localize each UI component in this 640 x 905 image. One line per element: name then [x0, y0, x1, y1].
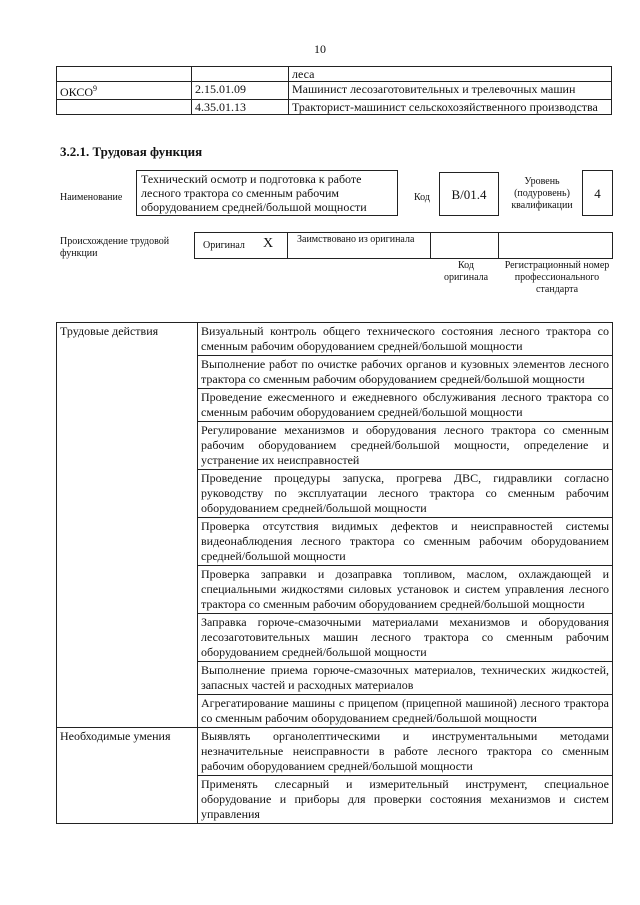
level-label: Уровень (подуровень) квалификации [511, 176, 573, 211]
okso-table [56, 66, 612, 115]
code-original-label: Код оригинала [443, 260, 489, 283]
okso-code-cell: 2.15.01.09 [192, 82, 289, 100]
okso-cell [57, 67, 192, 82]
list-item: Выявлять органолептическими и инструментальными методами незначительные неисправности в работе лесного трактора со сменным рабочим оборудованием средней/большой мощности [198, 728, 613, 776]
function-code: B/01.4 [451, 187, 487, 202]
origin-divider [287, 232, 288, 259]
list-item: Регулирование механизмов и оборудования лесного трактора со сменным рабочим оборудованием средней/большой мощности, определение и устранение их неисправностей [198, 422, 613, 470]
required-skills-label: Необходимые умения [57, 728, 198, 824]
list-item: Проведение процедуры запуска, прогрева ДВС, гидравлики согласно руководству по эксплуатации лесного трактора со сменным рабочим оборудованием средней/большой мощности [198, 470, 613, 518]
name-label: Наименование [60, 192, 123, 203]
function-name: Технический осмотр и подготовка к работе лесного трактора со сменным рабочим оборудованием средней/большой мощности [141, 172, 367, 214]
okso-cell [57, 100, 192, 115]
origin-divider [430, 232, 431, 259]
labor-actions-label: Трудовые действия [57, 323, 198, 728]
code-label: Код [414, 192, 430, 203]
okso-name-cell: Тракторист-машинист сельскохозяйственного производства [289, 100, 612, 115]
origin-divider [498, 232, 499, 259]
okso-label: ОКСО [60, 85, 94, 99]
level-box [582, 170, 613, 216]
okso-label-cell [57, 82, 192, 100]
list-item: Проведение ежесменного и ежедневного обслуживания лесного трактора со сменным рабочим оборудованием средней/большой мощности [198, 389, 613, 422]
list-item: Проверка заправки и дозаправка топливом, маслом, охлаждающей и специальными жидкостями силовых установок и систем управления лесного трактора со сменным рабочим оборудованием средней/большой мощности [198, 566, 613, 614]
table-row [57, 82, 612, 100]
list-item: Проверка отсутствия видимых дефектов и неисправностей системы видеонаблюдения лесного трактора со сменным рабочим оборудованием средней/большой мощности [198, 518, 613, 566]
table-row [57, 100, 612, 115]
original-label: Оригинал [203, 240, 245, 251]
list-item: Визуальный контроль общего технического состояния лесного трактора со сменным рабочим оборудованием средней/большой мощности [198, 323, 613, 356]
okso-code-cell: 4.35.01.13 [192, 100, 289, 115]
list-item: Заправка горюче-смазочными материалами механизмов и оборудования лесозаготовительных машин лесного трактора со сменным рабочим оборудованием средней/большой мощности [198, 614, 613, 662]
page-number: 10 [314, 42, 326, 56]
okso-code-cell [192, 67, 289, 82]
table-row [57, 728, 613, 776]
list-item: Выполнение работ по очистке рабочих органов и кузовных элементов лесного трактора со сменным рабочим оборудованием средней/большой мощности [198, 356, 613, 389]
okso-name-cell: леса [289, 67, 612, 82]
original-mark: X [263, 236, 274, 251]
okso-footnote-mark: 9 [93, 84, 98, 93]
origin-label: Происхождение трудовой функции [60, 236, 170, 259]
function-details-table [56, 322, 613, 824]
level-value: 4 [594, 186, 601, 201]
list-item: Применять слесарный и измерительный инструмент, специальное оборудование и приборы для проверки состояния механизмов и систем управления [198, 776, 613, 824]
table-row [57, 67, 612, 82]
okso-name-cell: Машинист лесозаготовительных и трелевочных машин [289, 82, 612, 100]
table-row [57, 323, 613, 356]
list-item: Агрегатирование машины с прицепом (прицепной машиной) лесного трактора со сменным рабочим оборудованием средней/большой мощности [198, 695, 613, 728]
section-title: 3.2.1. Трудовая функция [60, 144, 203, 159]
function-code-box [439, 172, 499, 216]
borrowed-label: Заимствовано из оригинала [297, 234, 415, 245]
list-item: Выполнение приема горюче-смазочных материалов, технических жидкостей, запасных частей и расходных материалов [198, 662, 613, 695]
function-name-box [136, 170, 398, 216]
reg-number-label: Регистрационный номер профессионального стандарта [504, 260, 610, 295]
